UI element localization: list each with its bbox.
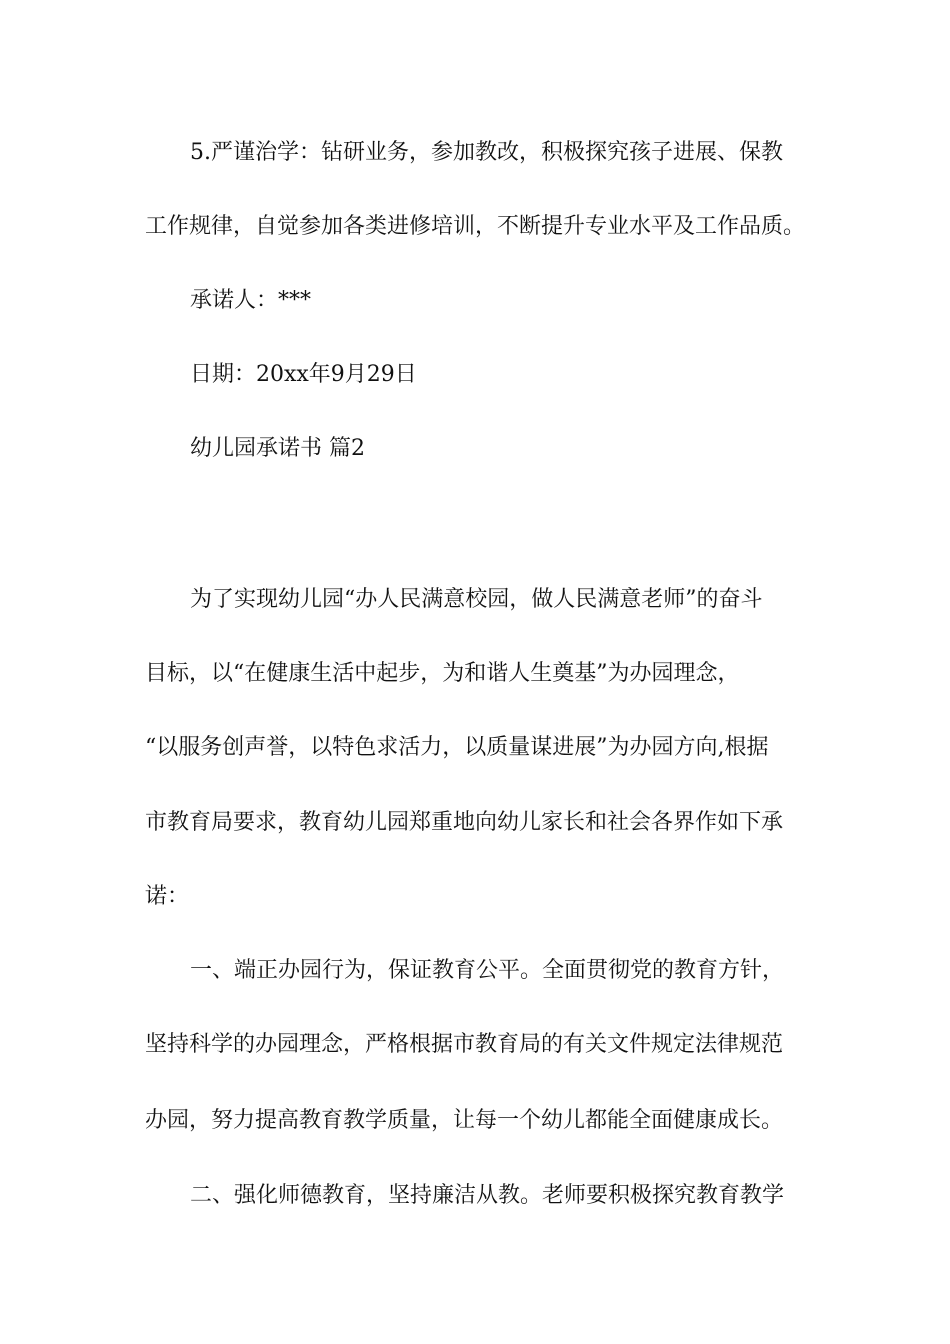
paragraph-line: 坚持科学的办园理念，严格根据市教育局的有关文件规定法律规范 [145,1032,784,1057]
paragraph-line: “以服务创声誉，以特色求活力，以质量谋进展”为办园方向,根据 [145,735,769,760]
paragraph-line: 为了实现幼儿园“办人民满意校园，做人民满意老师”的奋斗 [190,587,763,612]
signer-line: 承诺人：*** [190,288,312,313]
section-heading: 幼儿园承诺书 篇2 [190,436,365,461]
paragraph-line: 办园，努力提高教育教学质量，让每一个幼儿都能全面健康成长。 [145,1108,784,1133]
paragraph-line: 一、端正办园行为，保证教育公平。全面贯彻党的教育方针， [190,958,785,983]
paragraph-line: 诺： [145,884,190,909]
date-line: 日期：20xx年9月29日 [190,362,417,387]
paragraph-line: 工作规律，自觉参加各类进修培训，不断提升专业水平及工作品质。 [145,214,806,239]
paragraph-line: 二、强化师德教育，坚持廉洁从教。老师要积极探究教育教学 [190,1183,785,1208]
paragraph-line: 市教育局要求，教育幼儿园郑重地向幼儿家长和社会各界作如下承 [145,810,784,835]
paragraph-line: 目标，以“在健康生活中起步，为和谐人生奠基”为办园理念， [145,661,740,686]
paragraph-line: 5.严谨治学：钻研业务，参加教改，积极探究孩子进展、保教 [190,140,783,165]
